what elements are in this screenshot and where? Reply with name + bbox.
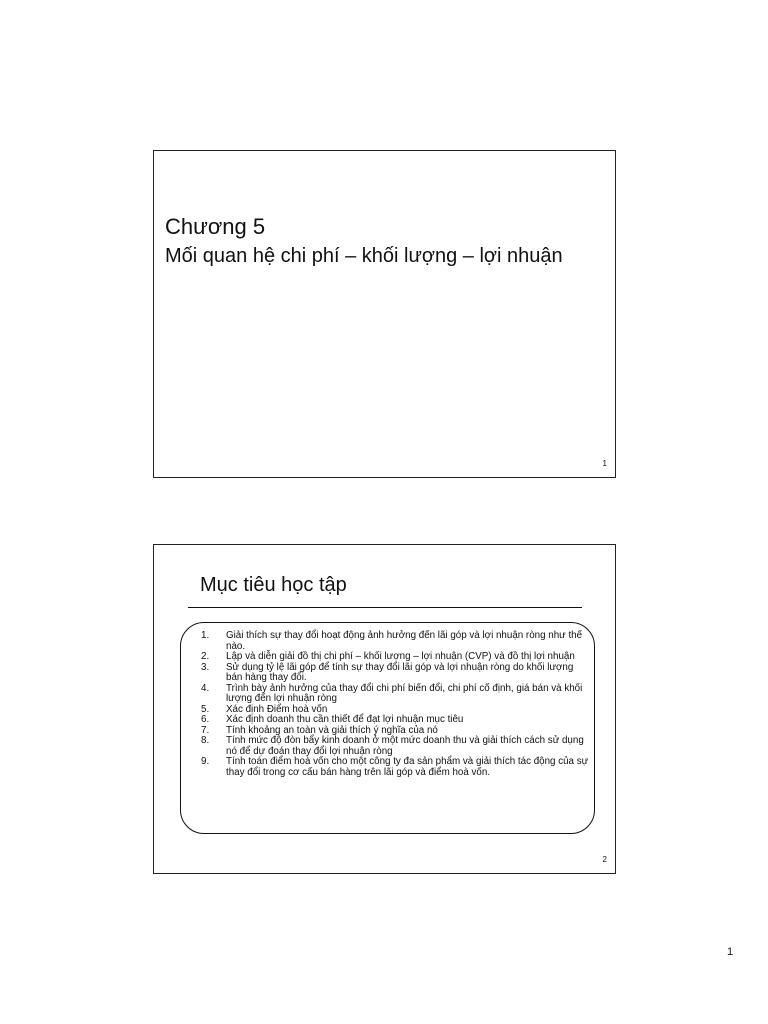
list-item-text: Tính khoảng an toàn và giải thích ý nghĩa của nó: [226, 724, 438, 736]
chapter-subtitle: Mối quan hệ chi phí – khối lượng – lợi nhuận: [165, 245, 563, 267]
list-item-text: Tính toán điểm hoà vốn cho một công ty đa sản phẩm và giải thích tác động của sự thay đổi trong cơ cấu bán hàng trên lãi góp và điểm hoà vốn.: [226, 756, 589, 778]
list-item-number: 3.: [201, 661, 210, 673]
list-item-text: Xác định Điểm hoà vốn: [226, 703, 328, 715]
list-item-number: 2.: [201, 651, 210, 662]
list-item: [201, 631, 591, 652]
title-underline: [188, 607, 582, 608]
list-item: [201, 736, 591, 757]
list-item-number: 1.: [201, 630, 210, 641]
chapter-title: Chương 5: [165, 214, 266, 239]
list-item: [201, 684, 591, 705]
slide-title: Mục tiêu học tập: [200, 574, 347, 596]
list-item-number: 5.: [201, 703, 210, 715]
page-number: 1: [727, 946, 734, 958]
list-item-number: 9.: [201, 756, 210, 767]
list-item: [201, 652, 591, 663]
list-item: [201, 715, 591, 726]
list-item-number: 8.: [201, 735, 210, 746]
list-item: [201, 663, 591, 684]
slide-number: 1: [602, 459, 607, 468]
slide-1: [153, 150, 616, 478]
slide-2: [153, 544, 616, 874]
list-item-number: 6.: [201, 714, 210, 725]
list-item-number: 4.: [201, 682, 210, 694]
list-item-text: Trình bày ảnh hưởng của thay đổi chi phí biến đổi, chi phí cố định, giá bán và khối lượng đến lợi nhuận ròng: [226, 682, 583, 704]
list-item: [201, 757, 591, 778]
list-item-text: Sử dụng tỷ lệ lãi góp để tính sự thay đổi lãi góp và lợi nhuận ròng do khối lượng bán hàng thay đổi.: [226, 661, 574, 683]
list-item-text: Giải thích sự thay đổi hoạt động ảnh hưởng đến lãi góp và lợi nhuận ròng như thế nào.: [226, 630, 583, 652]
objectives-box: [180, 622, 595, 834]
objectives-list: [201, 631, 591, 778]
list-item-number: 7.: [201, 724, 210, 736]
slide-number: 2: [602, 855, 607, 864]
list-item-text: Lập và diễn giải đồ thị chi phí – khối lượng – lợi nhuận (CVP) và đồ thị lợi nhuận: [226, 651, 575, 662]
list-item-text: Tính mức độ đòn bẩy kinh doanh ở một mức doanh thu và giải thích cách sử dụng nó để dự đoán thay đổi lợi nhuận ròng: [226, 735, 584, 757]
list-item-text: Xác định doanh thu cần thiết để đạt lợi nhuận mục tiêu: [226, 714, 464, 725]
